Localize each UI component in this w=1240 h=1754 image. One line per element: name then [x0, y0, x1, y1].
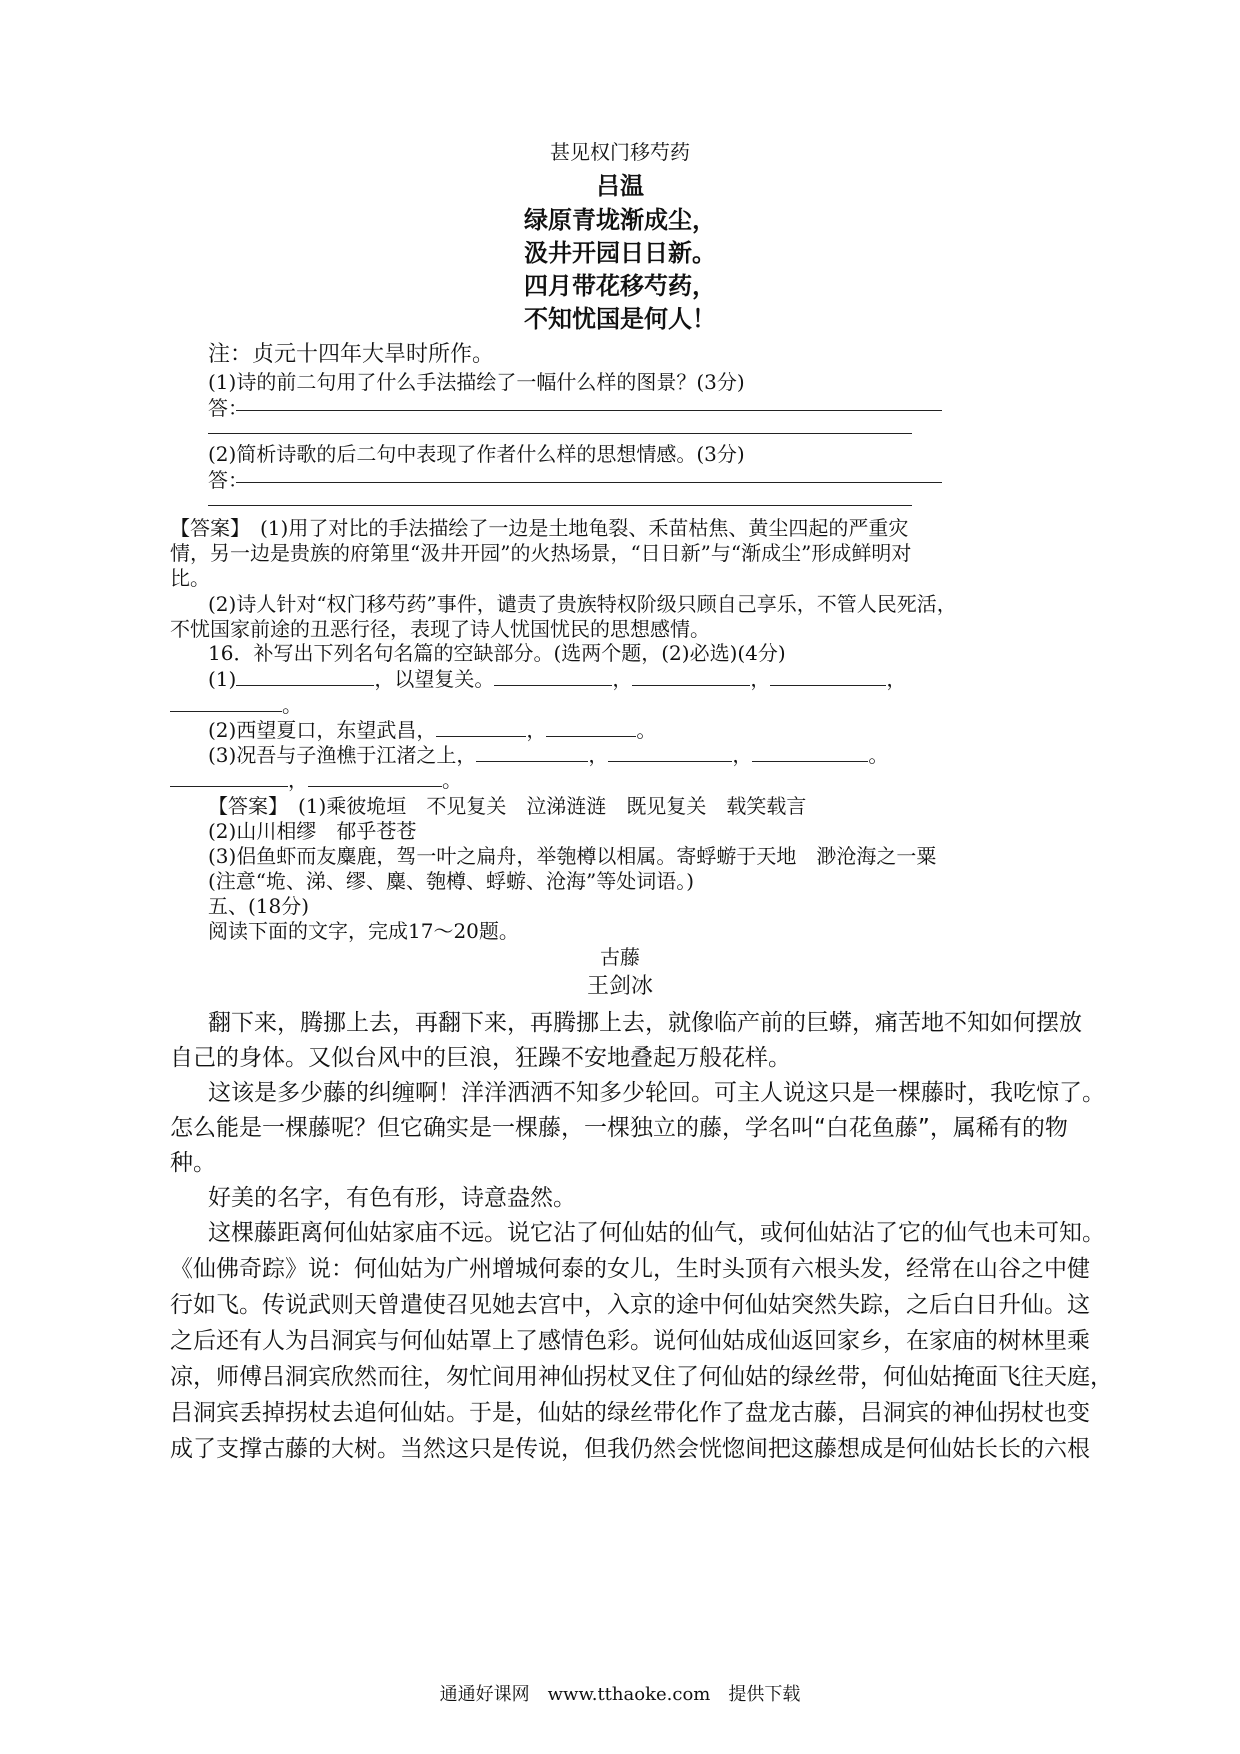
- poem-note: 注：贞元十四年大旱时所作。: [208, 342, 495, 367]
- comma: ，: [750, 667, 771, 691]
- answer-line: [208, 505, 912, 506]
- blank-input[interactable]: [170, 766, 288, 787]
- q15-answer-label-1: 答：: [208, 396, 248, 420]
- blank-input[interactable]: [436, 716, 526, 737]
- blank-input[interactable]: [308, 766, 442, 787]
- q15-question-1: (1)诗的前二句用了什么手法描绘了一幅什么样的图景？(3分): [208, 370, 745, 394]
- essay-p4-line-7: 成了支撑古藤的大树。当然这只是传说，但我仍然会恍惚间把这藤想成是何仙姑长长的六根: [170, 1436, 1090, 1462]
- comma: ，: [732, 743, 753, 767]
- section-5-instruction: 阅读下面的文字，完成17～20题。: [208, 919, 519, 943]
- blank-input[interactable]: [752, 741, 868, 762]
- q16-item-1-start: (1): [208, 667, 237, 691]
- essay-p4-line-4: 之后还有人为吕洞宾与何仙姑罩上了感情色彩。说何仙姑成仙返回家乡，在家庙的树林里乘: [170, 1328, 1090, 1354]
- essay-p4-line-3: 行如飞。传说武则天曾遣使召见她去宫中，入京的途中何仙姑突然失踪，之后白日升仙。这: [170, 1292, 1090, 1318]
- q16-item-3-cont: [170, 764, 462, 793]
- q16-answer-3: (3)侣鱼虾而友麋鹿，驾一叶之扁舟，举匏樽以相属。寄蜉蝣于天地 渺沧海之一粟: [208, 844, 937, 868]
- answer-line: [208, 433, 912, 434]
- comma: ，: [612, 667, 633, 691]
- comma: ，: [288, 768, 308, 792]
- poem-line-4: 不知忧国是何人！: [524, 305, 716, 333]
- period: 。: [282, 693, 302, 717]
- q16-answer-1: 【答案】 (1)乘彼垝垣 不见复关 泣涕涟涟 既见复关 载笑载言: [208, 794, 807, 818]
- blank-input[interactable]: [236, 665, 374, 686]
- answer-line: [236, 410, 942, 411]
- q16-answer-4: (注意“垝、涕、缪、麋、匏樽、蜉蝣、沧海”等处词语。): [208, 869, 695, 893]
- page-footer: 通通好课网 www.tthaoke.com 提供下载: [439, 1684, 801, 1705]
- q15-question-2: (2)简析诗歌的后二句中表现了作者什么样的思想情感。(3分): [208, 442, 745, 466]
- blank-input[interactable]: [608, 741, 732, 762]
- essay-p2-line-2: 怎么能是一棵藤呢？但它确实是一棵藤，一棵独立的藤，学名叫“白花鱼藤”，属稀有的物: [170, 1115, 1068, 1141]
- essay-p1-line-1: 翻下来，腾挪上去，再翻下来，再腾挪上去，就像临产前的巨蟒，痛苦地不知如何摆放: [208, 1010, 1082, 1036]
- q15-answer-line-2: 情，另一边是贵族的府第里“汲井开园”的火热场景，“日日新”与“渐成尘”形成鲜明对: [170, 541, 912, 565]
- essay-p4-line-6: 吕洞宾丢掉拐杖去追何仙姑。于是，仙姑的绿丝带化作了盘龙古藤，吕洞宾的神仙拐杖也变: [170, 1400, 1090, 1426]
- period: 。: [868, 743, 889, 767]
- period: 。: [442, 768, 462, 792]
- comma: ，: [526, 718, 547, 742]
- blank-input[interactable]: [494, 665, 612, 686]
- q16-item-2-text: (2)西望夏口，东望武昌，: [208, 718, 437, 742]
- essay-p4-line-5: 凉，师傅吕洞宾欣然而往，匆忙间用神仙拐杖叉住了何仙姑的绿丝带，何仙姑掩面飞往天庭，: [170, 1364, 1113, 1390]
- comma: ，: [886, 667, 907, 691]
- poem-title: 甚见权门移芍药: [550, 140, 690, 164]
- blank-input[interactable]: [476, 741, 588, 762]
- q16-item-1-mid: ，以望复关。: [374, 667, 495, 691]
- blank-input[interactable]: [770, 665, 886, 686]
- q16-title: 16．补写出下列名句名篇的空缺部分。(选两个题，(2)必选)(4分): [208, 641, 786, 665]
- blank-input[interactable]: [632, 665, 750, 686]
- essay-p4-line-1: 这棵藤距离何仙姑家庙不远。说它沾了何仙姑的仙气，或何仙姑沾了它的仙气也未可知。: [208, 1220, 1105, 1246]
- q15-answer-line-5: 不忧国家前途的丑恶行径，表现了诗人忧国忧民的思想感情。: [170, 617, 710, 641]
- q15-answer-label-2: 答：: [208, 468, 248, 492]
- q16-item-3-text: (3)况吾与子渔樵于江渚之上，: [208, 743, 477, 767]
- essay-p2-line-3: 种。: [170, 1150, 216, 1176]
- poem-line-3: 四月带花移芍药，: [524, 272, 716, 300]
- poem-line-2: 汲井开园日日新。: [524, 239, 716, 267]
- poem-author: 吕温: [596, 172, 644, 200]
- blank-input[interactable]: [546, 716, 636, 737]
- q16-item-1: [208, 663, 906, 692]
- q15-answer-line-4: (2)诗人针对“权门移芍药”事件，谴责了贵族特权阶级只顾自己享乐，不管人民死活，: [208, 592, 957, 616]
- essay-p2-line-1: 这该是多少藤的纠缠啊！洋洋洒洒不知多少轮回。可主人说这只是一棵藤时，我吃惊了。: [208, 1080, 1105, 1106]
- essay-p4-line-2: 《仙佛奇踪》说：何仙姑为广州增城何泰的女儿，生时头顶有六根头发，经常在山谷之中健: [170, 1256, 1090, 1282]
- q15-answer-line-1: 【答案】 (1)用了对比的手法描绘了一边是土地龟裂、禾苗枯焦、黄尘四起的严重灾: [170, 516, 909, 540]
- blank-input[interactable]: [170, 691, 282, 712]
- essay-author: 王剑冰: [586, 974, 653, 999]
- section-5-title: 五、(18分): [208, 894, 310, 918]
- poem-line-1: 绿原青垅渐成尘，: [524, 206, 716, 234]
- essay-p3: 好美的名字，有色有形，诗意盎然。: [208, 1185, 576, 1211]
- answer-line: [236, 482, 942, 483]
- q15-answer-line-3: 比。: [170, 566, 210, 590]
- period: 。: [636, 718, 657, 742]
- q16-answer-2: (2)山川相缪 郁乎苍苍: [208, 819, 417, 843]
- essay-p1-line-2: 自己的身体。又似台风中的巨浪，狂躁不安地叠起万般花样。: [170, 1045, 791, 1071]
- essay-title: 古藤: [600, 945, 640, 969]
- comma: ，: [588, 743, 609, 767]
